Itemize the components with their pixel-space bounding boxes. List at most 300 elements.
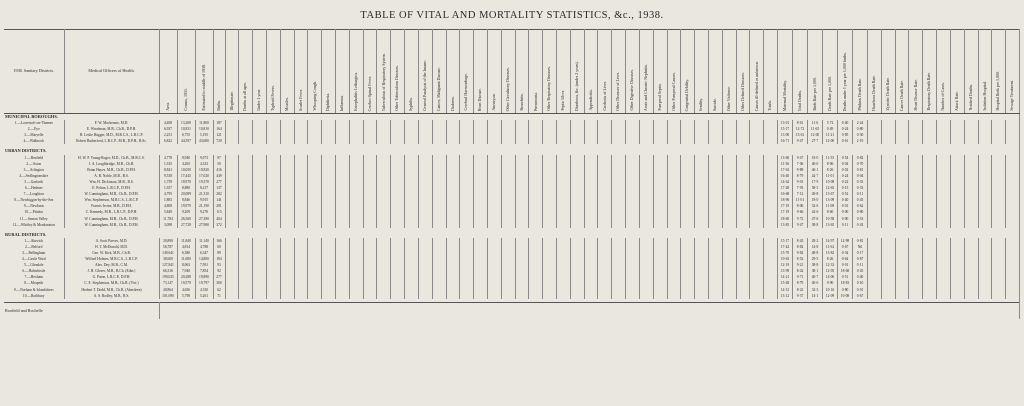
- cell-acres: 199,025: [159, 274, 177, 280]
- header-col-42: [793, 30, 808, 114]
- cell-acres: 4,778: [159, 155, 177, 161]
- cell-r1: 17·28: [778, 185, 793, 191]
- cell-r2: 9·21: [793, 262, 808, 268]
- header-col-label: Diphtheria.: [325, 92, 331, 111]
- cell-births: 372: [213, 222, 225, 228]
- header-pop2: [195, 30, 213, 114]
- header-col-24: [543, 30, 557, 114]
- cell-births: 60: [213, 244, 225, 250]
- cell-pop2: 14,800: [195, 256, 213, 262]
- cell-pop2: 21,310: [195, 191, 213, 197]
- header-pop1: [177, 30, 195, 114]
- cell-area: 5.—Glendale: [4, 262, 64, 268]
- cell-mo: C. Kennedy, M.B., L.R.C.P., D.P.H.: [64, 209, 159, 215]
- header-col-52: [937, 30, 951, 114]
- cell-r4: 10·58: [823, 216, 838, 222]
- cell-r6: Nil: [853, 244, 868, 250]
- cell-r3: 46·1: [808, 167, 823, 173]
- cell-r3: 42·6: [808, 209, 823, 215]
- header-col-label: Cancer, Malignant Disease.: [435, 66, 441, 111]
- cell-pop2: 27,390: [195, 216, 213, 222]
- header-col-56: [992, 30, 1006, 114]
- cell-r5: 18·83: [838, 280, 853, 286]
- cell-r2: 8·61: [793, 120, 808, 126]
- header-col-label: Other Digestive Diseases.: [629, 69, 635, 111]
- cell-mo: W. Cunningham, M.B., Ch.B., D.P.H.: [64, 191, 159, 197]
- cell-r2: 9·71: [793, 274, 808, 280]
- cell-pop1: 4,265: [177, 161, 195, 167]
- cell-r5: 0·52: [838, 191, 853, 197]
- cell-births: 277: [213, 274, 225, 280]
- cell-r3: 27·7: [808, 138, 823, 144]
- header-col-label: Scarlet Fever.: [297, 88, 303, 111]
- cell-mo: Wilfred Holmes, M.R.C.S., L.R.C.P.: [64, 256, 159, 262]
- cell-r2: 9·47: [793, 155, 808, 161]
- header-col-57: [1006, 30, 1020, 114]
- header-col-label: General Paralysis of the Insane.: [422, 60, 428, 111]
- header-col-label: Cancer Death Rate.: [898, 79, 904, 111]
- cell-r5: 0·00: [838, 216, 853, 222]
- cell-mo: J. A. Loughbridge, M.B., Ch.B.: [64, 161, 159, 167]
- header-col-label: Number of Cases.: [940, 82, 946, 111]
- cell-area: 9.—Newburn: [4, 203, 64, 209]
- cell-pop2: 11,800: [195, 120, 213, 126]
- cell-r3: 14·8: [808, 244, 823, 250]
- cell-area: 1.—Lowestoft-on-Thames: [4, 120, 64, 126]
- cell-pop1: 26,560: [177, 216, 195, 222]
- cell-mo: Brian Hayes, M.B., Ch.B., D.P.H.: [64, 167, 159, 173]
- cell-births: 184: [213, 256, 225, 262]
- cell-r2: 8·42: [793, 268, 808, 274]
- header-col-3: [253, 30, 267, 114]
- cell-area: 2.—Eye: [4, 126, 64, 132]
- cell-pop1: 18,970: [177, 179, 195, 185]
- cell-r6: 0·67: [853, 293, 868, 299]
- header-col-label: Causes ill-defined or unknown.: [753, 60, 759, 111]
- cell-r4: 14·97: [823, 238, 838, 244]
- cell-r4: 13·65: [823, 222, 838, 228]
- header-col-39: [750, 30, 764, 114]
- cell-r5: 0·00: [838, 209, 853, 215]
- cell-r1: 18·96: [778, 197, 793, 203]
- cell-r2: 12·72: [793, 126, 808, 132]
- header-col-22: [515, 30, 529, 114]
- cell-r1: 19·63: [778, 256, 793, 262]
- cell-r3: 40·7: [808, 274, 823, 280]
- cell-r2: 8·82: [793, 244, 808, 250]
- header-col-label: Suicide.: [712, 97, 718, 111]
- cell-births: 89: [213, 250, 225, 256]
- cell-r4: 8·60: [823, 209, 838, 215]
- cell-acres: 6,822: [159, 138, 177, 144]
- header-col-41: [778, 30, 793, 114]
- cell-area: 4.—Castle Ward: [4, 256, 64, 262]
- header-col-36: [708, 30, 722, 114]
- cell-r2: 7·93: [793, 185, 808, 191]
- cell-area: 7.—Loughton: [4, 191, 64, 197]
- cell-r6: 0·11: [853, 191, 868, 197]
- cell-births: 416: [213, 167, 225, 173]
- header-col-26: [570, 30, 584, 114]
- cell-r6: 0·33: [853, 179, 868, 185]
- cell-r2: 9·88: [793, 167, 808, 173]
- cell-r1: 14·31: [778, 287, 793, 293]
- cell-pop1: 11,840: [177, 238, 195, 244]
- cell-r4: 11·01: [823, 173, 838, 179]
- cell-area: 1.—Alnwick: [4, 238, 64, 244]
- cell-acres: 5,849: [159, 209, 177, 215]
- cell-r5: 0·15: [838, 185, 853, 191]
- cell-pop1: 6,380: [177, 250, 195, 256]
- cell-r3: 42·7: [808, 173, 823, 179]
- cell-acres: 38,600: [159, 256, 177, 262]
- cell-r6: 0·30: [853, 132, 868, 138]
- cell-acres: 6,937: [159, 126, 177, 132]
- cell-pop1: 4,656: [177, 287, 195, 293]
- header-col-label: Tuberculosis of Respiratory System.: [380, 52, 386, 111]
- header-col-label: Diarrhoea, &c. (under 2 years).: [573, 60, 579, 111]
- header-col-label: Illegitimate.: [228, 91, 234, 111]
- cell-r6: 0·40: [853, 274, 868, 280]
- header-births-label: Births.: [215, 100, 221, 111]
- cell-acres: 1,759: [159, 179, 177, 185]
- cell-r2: 9·37: [793, 293, 808, 299]
- header-col-label: Other Violence.: [725, 85, 731, 111]
- cell-area: 11.—Seaton Valley: [4, 216, 64, 222]
- header-col-15: [418, 30, 432, 114]
- cell-acres: 56,787: [159, 244, 177, 250]
- cell-r4: 11·21: [823, 132, 838, 138]
- header-area: [4, 30, 64, 114]
- header-col-label: Other Puerperal Causes.: [670, 72, 676, 111]
- cell-births: 166: [213, 238, 225, 244]
- header-births: [213, 30, 225, 114]
- cell-pop2: 4,788: [195, 244, 213, 250]
- cell-births: 92: [213, 268, 225, 274]
- header-col-label: Puerperal Sepsis.: [656, 83, 662, 111]
- header-col-2: [239, 30, 253, 114]
- cell-r4: 11·08: [823, 203, 838, 209]
- cell-pop1: 9,209: [177, 209, 195, 215]
- cell-r5: 18·68: [838, 268, 853, 274]
- header-col-label: Phthisis Death Rate.: [856, 78, 862, 111]
- header-col-label: Diabetes.: [449, 95, 455, 111]
- cell-r4: 10·16: [823, 287, 838, 293]
- cell-r5: 0·67: [838, 244, 853, 250]
- cell-r1: 17·19: [778, 203, 793, 209]
- header-col-16: [432, 30, 446, 114]
- cell-pop2: 19,797: [195, 280, 213, 286]
- cell-r5: 10·08: [838, 293, 853, 299]
- cell-r5: 0·85: [838, 132, 853, 138]
- cell-mo: A. B. Noble, M.B., B.S.: [64, 173, 159, 179]
- header-col-55: [978, 30, 992, 114]
- header-col-label: Appendicitis.: [587, 89, 593, 111]
- header-col-47: [868, 30, 882, 114]
- cell-area: 6.—Hedmer: [4, 185, 64, 191]
- cell-mo: F. W. Mackenzie, M.D.: [64, 120, 159, 126]
- cell-pop1: 8,846: [177, 197, 195, 203]
- header-col-25: [557, 30, 571, 114]
- cell-pop1: 19,579: [177, 280, 195, 286]
- cell-r6: 0·70: [853, 161, 868, 167]
- cell-pop2: 17,020: [195, 173, 213, 179]
- cell-area: 10.—Rothbury: [4, 293, 64, 299]
- cell-mo: J. H. Glover, M.B., B.Ch. (Edin.): [64, 268, 159, 274]
- cell-births: 115: [213, 209, 225, 215]
- cell-r3: 17·9: [808, 179, 823, 185]
- cell-r1: 15·17: [778, 238, 793, 244]
- cell-births: 97: [213, 155, 225, 161]
- cell-r5: 0·02: [838, 167, 853, 173]
- cell-pop1: 19,979: [177, 203, 195, 209]
- cell-r6: 0·53: [853, 216, 868, 222]
- cell-r2: 9·82: [793, 250, 808, 256]
- cell-r6: 0·43: [853, 222, 868, 228]
- cell-area: 9.—Norham & Islandshires: [4, 287, 64, 293]
- cell-r2: 9·47: [793, 222, 808, 228]
- cell-r3: 38·8: [808, 222, 823, 228]
- cell-r4: 10·08: [823, 179, 838, 185]
- cell-acres: 40,864: [159, 287, 177, 293]
- cell-r4: 14·06: [823, 274, 838, 280]
- cell-pop2: 27,980: [195, 222, 213, 228]
- cell-pop2: 8,217: [195, 185, 213, 191]
- cell-r3: 18·0: [808, 155, 823, 161]
- cell-r6: 0·45: [853, 197, 868, 203]
- cell-r4: 8·26: [823, 167, 838, 173]
- header-pop1-label: Census, 1931.: [182, 88, 188, 111]
- header-col-label: Syphilis.: [408, 96, 414, 111]
- cell-pop1: 7,940: [177, 268, 195, 274]
- header-col-label: Whooping Cough.: [311, 81, 317, 111]
- header-col-label: Isolation Hospital.: [981, 81, 987, 111]
- cell-r2: 9·47: [793, 138, 808, 144]
- footer-row: [4, 303, 1020, 319]
- cell-r5: 0·54: [838, 155, 853, 161]
- cell-r3: 40·0: [808, 161, 823, 167]
- cell-r5: 0·51: [838, 274, 853, 280]
- cell-r3: 14·1: [808, 293, 823, 299]
- cell-mo: R. Leslie Hagger, M.D., M.R.C.S., L.R.C.P.: [64, 132, 159, 138]
- cell-r4: 13·82: [823, 250, 838, 256]
- section-label: RURAL DISTRICTS.: [4, 232, 1020, 238]
- header-col-label: Acute and Chronic Nephritis.: [643, 63, 649, 111]
- cell-pop2: 9,270: [195, 209, 213, 215]
- cell-r3: 48·8: [808, 250, 823, 256]
- cell-r6: 0·04: [853, 173, 868, 179]
- cell-r1: 13·85: [778, 222, 793, 228]
- cell-pop2: 5,261: [195, 293, 213, 299]
- cell-r6: 0·10: [853, 280, 868, 286]
- header-col-label: Cirrhosis of Liver.: [601, 81, 607, 111]
- cell-pop1: 20,089: [177, 191, 195, 197]
- cell-r3: 11·65: [808, 126, 823, 132]
- header-col-13: [391, 30, 405, 114]
- cell-acres: 101,090: [159, 293, 177, 299]
- header-col-46: [853, 30, 868, 114]
- section-header: [4, 114, 1020, 121]
- header-pop2-label: Estimated to middle of 1938.: [200, 64, 206, 111]
- cell-r2: 7·06: [793, 161, 808, 167]
- cell-r1: 15·70: [778, 250, 793, 256]
- cell-r1: 14·21: [778, 274, 793, 280]
- header-col-label: Other Diseases of Liver.: [615, 72, 621, 111]
- header-mo-label: Medical Officers of Health.: [88, 68, 135, 74]
- cell-r4: 13·67: [823, 191, 838, 197]
- header-col-48: [881, 30, 895, 114]
- cell-pop1: 5,798: [177, 293, 195, 299]
- cell-r5: 0·24: [838, 126, 853, 132]
- cell-r5: 0·64: [838, 256, 853, 262]
- header-col-label: Aneurysm.: [491, 93, 497, 111]
- cell-r5: 0·01: [838, 203, 853, 209]
- cell-births: 62: [213, 287, 225, 293]
- cell-r5: 0·80: [838, 287, 853, 293]
- cell-births: 300: [213, 280, 225, 286]
- header-col-label: Heart Disease.: [477, 87, 483, 111]
- cell-pop1: 20,288: [177, 274, 195, 280]
- header-col-label: Bronchitis.: [518, 93, 524, 111]
- cell-r6: 0·80: [853, 209, 868, 215]
- header-col-label: Other Circulatory Diseases.: [504, 66, 510, 111]
- header-col-label: Death Rate per 1,000.: [826, 75, 832, 111]
- cell-area: 3.—Arlington: [4, 167, 64, 173]
- cell-pop2: 4,323: [195, 161, 213, 167]
- cell-area: 5.—Garforth: [4, 179, 64, 185]
- cell-r3: 38·1: [808, 268, 823, 274]
- cell-r1: 13·00: [778, 132, 793, 138]
- cell-pop2: 19,370: [195, 179, 213, 185]
- cell-r6: 0·17: [853, 250, 868, 256]
- cell-births: 282: [213, 191, 225, 197]
- cell-acres: 149,641: [159, 250, 177, 256]
- cell-pop1: 6,755: [177, 132, 195, 138]
- header-col-45: [838, 30, 853, 114]
- header-col-5: [280, 30, 294, 114]
- cell-r5: 0·40: [838, 197, 853, 203]
- cell-r1: 16·71: [778, 138, 793, 144]
- cell-r4: 9·90: [823, 280, 838, 286]
- header-col-11: [363, 30, 377, 114]
- header-acres-label: Area.: [164, 102, 170, 111]
- cell-acres: 30,890: [159, 238, 177, 244]
- cell-r6: 0·81: [853, 167, 868, 173]
- cell-mo: Alex. Dey, M.B., C.M.: [64, 262, 159, 268]
- cell-r2: 8·52: [793, 256, 808, 262]
- cell-r2: 8·22: [793, 287, 808, 293]
- cell-pop2: 6,347: [195, 250, 213, 256]
- cell-r6: 0·82: [853, 155, 868, 161]
- cell-pop1: 11,680: [177, 256, 195, 262]
- cell-r5: 0·22: [838, 179, 853, 185]
- cell-pop1: 10,050: [177, 167, 195, 173]
- header-col-49: [895, 30, 909, 114]
- cell-pop1: 27,729: [177, 222, 195, 228]
- vital-statistics-table: [4, 29, 1020, 319]
- cell-r1: 12·19: [778, 262, 793, 268]
- cell-mo: A. Scott Purves, M.D.: [64, 238, 159, 244]
- cell-r5: 0·01: [838, 262, 853, 268]
- cell-r2: 13·61: [793, 132, 808, 138]
- header-col-37: [722, 30, 736, 114]
- cell-r1: 14·62: [778, 179, 793, 185]
- cell-r1: 15·17: [778, 126, 793, 132]
- header-col-label: Senility.: [698, 97, 704, 111]
- cell-mo: Francis Irvine, M.B., D.P.H.: [64, 203, 159, 209]
- header-col-29: [612, 30, 626, 114]
- header-col-label: Hospital Beds per 1,000.: [995, 71, 1001, 111]
- cell-r6: 0·45: [853, 268, 868, 274]
- header-col-9: [336, 30, 350, 114]
- cell-r5: 0·24: [838, 173, 853, 179]
- header-col-51: [923, 30, 937, 114]
- header-col-label: Zymotic Death Rate.: [884, 77, 890, 111]
- cell-births: 137: [213, 185, 225, 191]
- cell-area: 3.—Maryelle: [4, 132, 64, 138]
- cell-mo: E. Pelton, L.R.C.P., D.P.H.: [64, 185, 159, 191]
- cell-r5: 0·40: [838, 120, 853, 126]
- cell-mo: H. W. P. Young-Roger, M.D., Ch.B., M.R.C.S.: [64, 155, 159, 161]
- cell-births: 141: [213, 197, 225, 203]
- cell-pop2: 43,600: [195, 138, 213, 144]
- cell-area: 3.—Bellingham: [4, 250, 64, 256]
- cell-acres: 73,147: [159, 280, 177, 286]
- cell-r6: 0·80: [853, 126, 868, 132]
- cell-area: 4.—Walbrook: [4, 138, 64, 144]
- cell-births: 449: [213, 173, 225, 179]
- cell-acres: 127,841: [159, 262, 177, 268]
- header-col-label: Cerebro-Spinal Fever.: [366, 75, 372, 111]
- cell-mo: Wm. Stephenson, M.R.C.S., L.R.C.P.: [64, 197, 159, 203]
- header-col-label: Sewage Treatment.: [1009, 80, 1015, 111]
- header-col-label: Peptic Ulcer.: [560, 90, 566, 111]
- cell-acres: 11,784: [159, 216, 177, 222]
- cell-r1: 13·12: [778, 293, 793, 299]
- cell-births: 71: [213, 293, 225, 299]
- cell-mo: H. T. McDonald, M.D.: [64, 244, 159, 250]
- cell-pop2: 9,073: [195, 155, 213, 161]
- header-col-44: [823, 30, 838, 114]
- cell-r1: 15·48: [778, 280, 793, 286]
- cell-r2: 8·45: [793, 238, 808, 244]
- header-col-label: Deaths at all ages.: [242, 81, 248, 111]
- cell-mo: E. Woodman, M.B., Ch.B., D.P.H.: [64, 126, 159, 132]
- cell-r2: 11·01: [793, 197, 808, 203]
- header-col-12: [377, 30, 391, 114]
- cell-mo: G. Paton, L.R.C.P., D.P.H.: [64, 274, 159, 280]
- cell-r5: 0·61: [838, 138, 853, 144]
- cell-r4: 12·33: [823, 262, 838, 268]
- cell-r2: 8·06: [793, 203, 808, 209]
- cell-r3: 38·8: [808, 262, 823, 268]
- cell-r3: 12·00: [808, 132, 823, 138]
- cell-r4: 8·06: [823, 161, 838, 167]
- cell-births: 50: [213, 161, 225, 167]
- cell-mo: W. Cunningham, M.B., Ch.B., D.P.H.: [64, 216, 159, 222]
- cell-r4: 12·65: [823, 185, 838, 191]
- header-col-27: [584, 30, 598, 114]
- cell-pop2: 7,591: [195, 262, 213, 268]
- cell-acres: 9,538: [159, 173, 177, 179]
- cell-r3: 47·6: [808, 216, 823, 222]
- header-col-label: Total Deaths.: [796, 89, 802, 111]
- header-col-label: Birth Rate per 1,000.: [811, 77, 817, 111]
- header-col-label: Pneumonia.: [532, 91, 538, 111]
- header-col-label: Heart Disease Rate.: [912, 79, 918, 111]
- header-col-21: [501, 30, 515, 114]
- header-col-label: Measles.: [283, 96, 289, 111]
